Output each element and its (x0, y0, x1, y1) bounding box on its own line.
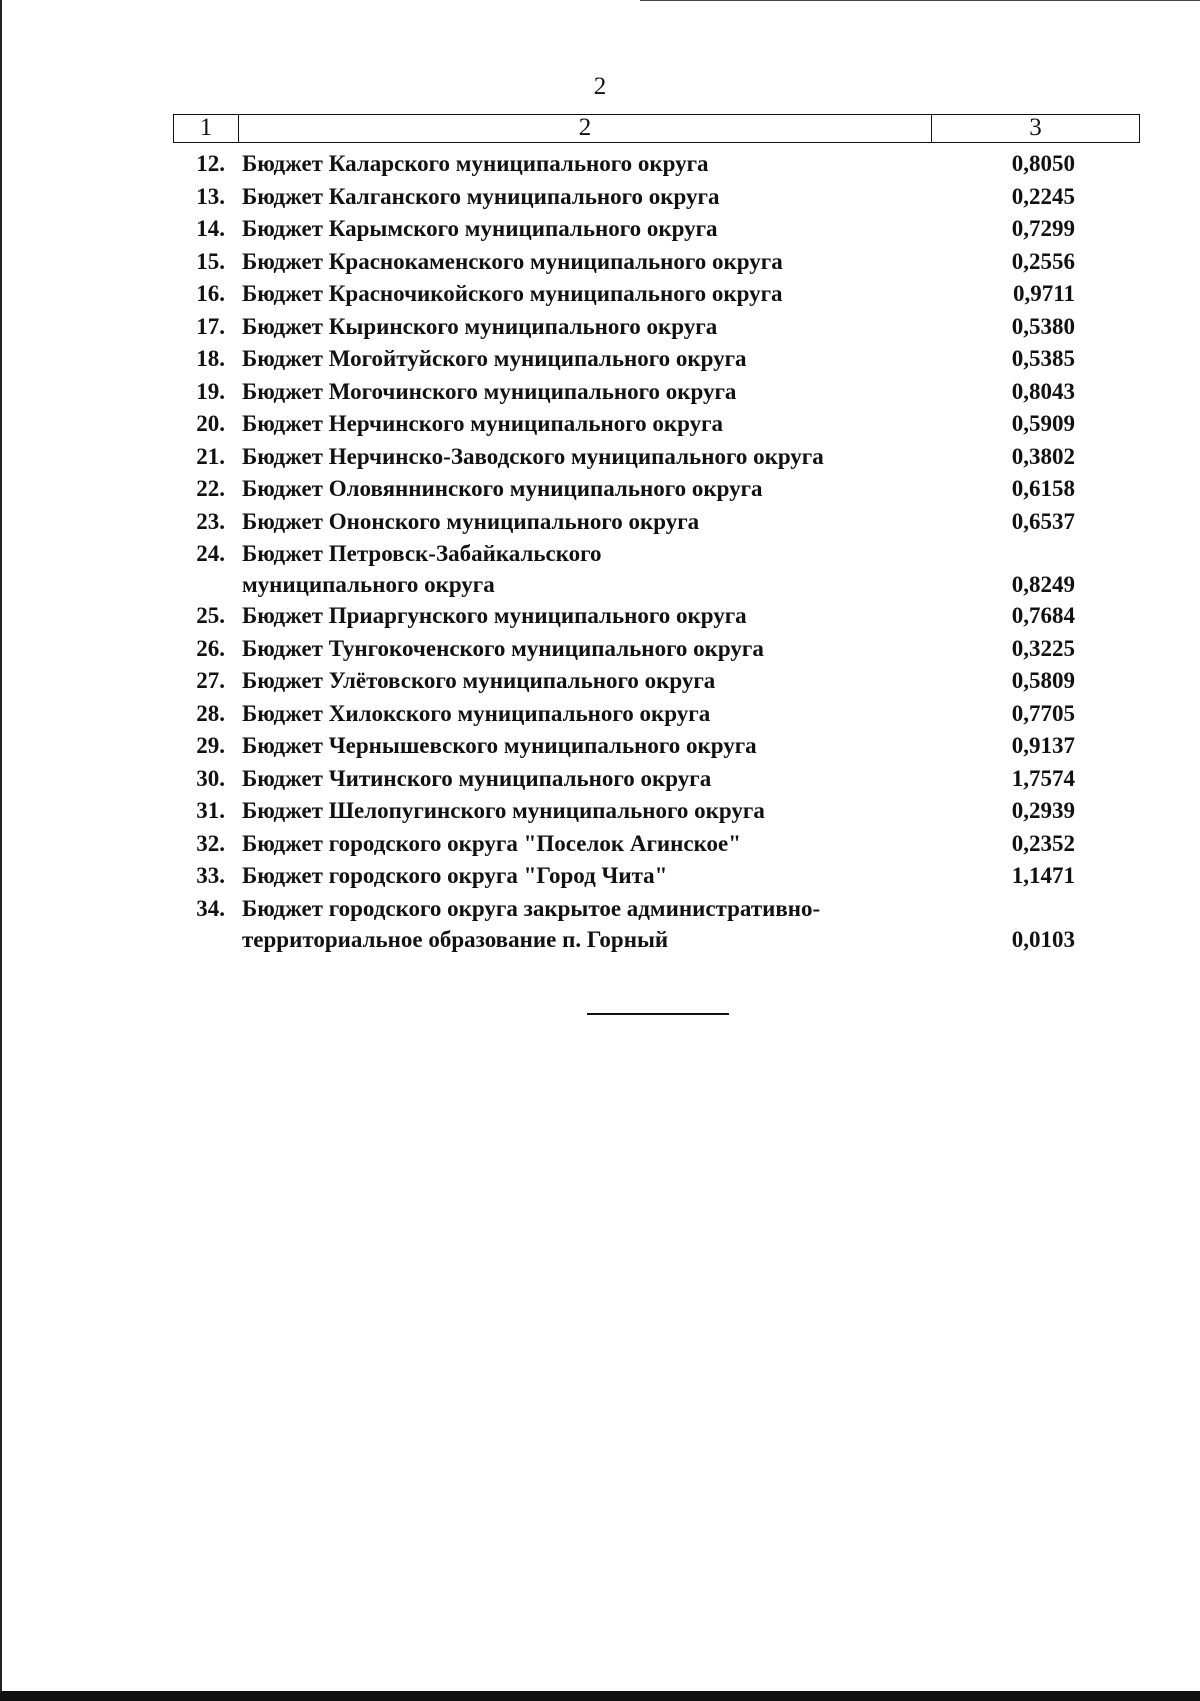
scan-bottom-edge (0, 1691, 1200, 1701)
row-budget-name (225, 698, 950, 731)
table-row (173, 278, 1140, 311)
row-budget-name (225, 408, 950, 441)
row-budget-name-line: Бюджет Нерчинского муниципального округа (242, 411, 724, 436)
table-row (173, 600, 1140, 633)
row-coefficient: 0,7299 (1011, 216, 1075, 241)
row-budget-name (225, 763, 950, 796)
table-row (173, 665, 1140, 698)
row-budget-name (225, 376, 950, 409)
row-budget-name-line: Бюджет Улётовского муниципального округа (242, 668, 716, 693)
end-divider (587, 1013, 729, 1015)
row-coefficient: 0,7705 (1011, 700, 1075, 726)
row-budget-name (225, 506, 950, 539)
row-budget-name (225, 600, 950, 633)
table-row (173, 441, 1140, 474)
row-budget-name (225, 311, 950, 344)
row-number: 21. (196, 443, 225, 469)
row-budget-name-line: Бюджет Красночикойского муниципального округа (242, 281, 783, 306)
row-budget-name-line: Бюджет Нерчинско-Заводского муниципального округа (242, 443, 824, 469)
row-number: 28. (196, 700, 225, 726)
row-coefficient: 0,2939 (1011, 798, 1075, 823)
scan-top-edge (640, 0, 1200, 1)
row-coefficient: 0,5809 (1011, 668, 1075, 693)
row-budget-name-line: Бюджет Приаргунского муниципального округа (242, 603, 747, 628)
table-row (173, 473, 1140, 506)
header-cell-number: 1 (174, 115, 239, 142)
row-coefficient: 0,2352 (1011, 830, 1075, 856)
header-cell-name: 2 (239, 115, 932, 142)
table-row (173, 213, 1140, 246)
row-budget-name (225, 633, 950, 666)
table-row (173, 633, 1140, 666)
header-cell-value: 3 (1029, 114, 1042, 141)
row-budget-name (225, 213, 950, 246)
row-coefficient: 0,6158 (1011, 476, 1075, 501)
row-number: 31. (196, 798, 225, 823)
row-number: 17. (196, 313, 225, 339)
row-budget-name-line: Бюджет Чернышевского муниципального округа (242, 733, 757, 758)
row-budget-name (225, 730, 950, 763)
row-coefficient: 0,3225 (1011, 635, 1075, 661)
scan-left-edge (0, 0, 2, 1701)
row-coefficient: 0,5385 (1011, 346, 1075, 371)
row-number: 23. (196, 508, 225, 534)
row-coefficient: 0,7684 (1011, 603, 1075, 628)
row-coefficient: 0,8043 (1011, 378, 1075, 404)
row-budget-name-line: Бюджет Могочинского муниципального округа (242, 378, 737, 404)
row-number: 30. (196, 765, 225, 791)
row-budget-name-line: Бюджет Ононского муниципального округа (242, 508, 700, 534)
row-budget-name (225, 278, 950, 311)
row-coefficient: 0,6537 (1011, 508, 1075, 534)
table-row (173, 893, 1140, 955)
row-number: 22. (196, 476, 225, 501)
row-number: 34. (196, 895, 225, 921)
row-budget-name-line: Бюджет Петровск-Забайкальского (242, 541, 602, 566)
table-row (173, 795, 1140, 828)
row-coefficient: 0,9711 (1013, 281, 1075, 306)
row-number: 12. (196, 151, 225, 176)
row-budget-name-line: Бюджет Оловяннинского муниципального округа (242, 476, 763, 501)
row-budget-name (225, 343, 950, 376)
table-row (173, 246, 1140, 279)
table-header-row (173, 114, 1140, 143)
table-row (173, 376, 1140, 409)
row-budget-name (225, 828, 950, 861)
table-body (173, 148, 1140, 955)
row-number: 16. (196, 281, 225, 306)
row-budget-name (225, 181, 950, 214)
row-budget-name-line: Бюджет Читинского муниципального округа (242, 765, 712, 791)
table-row (173, 730, 1140, 763)
row-number: 14. (196, 216, 225, 241)
row-coefficient: 0,3802 (1011, 443, 1075, 469)
table-row (173, 506, 1140, 539)
row-budget-name (225, 860, 950, 893)
row-number: 26. (196, 635, 225, 661)
row-number: 32. (196, 830, 225, 856)
row-budget-name-line: муниципального округа (242, 572, 495, 597)
row-number: 15. (196, 248, 225, 274)
row-budget-name-line: Бюджет Калганского муниципального округа (242, 183, 720, 209)
row-coefficient: 0,2245 (1011, 183, 1075, 209)
row-budget-name (225, 246, 950, 279)
row-budget-name-line: Бюджет городского округа "Город Чита" (242, 863, 668, 888)
row-number: 27. (196, 668, 225, 693)
row-coefficient: 0,5909 (1011, 411, 1075, 436)
row-number: 29. (196, 733, 225, 758)
table-row (173, 698, 1140, 731)
table-row (173, 860, 1140, 893)
row-coefficient: 0,5380 (1011, 313, 1075, 339)
row-budget-name-line: Бюджет Каларского муниципального округа (242, 151, 709, 176)
table-row (173, 148, 1140, 181)
row-budget-name-line: Бюджет Тунгокоченского муниципального округа (242, 635, 764, 661)
row-budget-name-line: Бюджет Хилокского муниципального округа (242, 700, 711, 726)
row-coefficient: 0,8050 (1011, 151, 1075, 176)
row-budget-name-line: Бюджет городского округа закрытое административно- (242, 895, 821, 921)
table-row (173, 343, 1140, 376)
row-number: 24. (196, 541, 225, 566)
row-coefficient: 0,0103 (1011, 926, 1075, 952)
row-budget-name (225, 538, 950, 600)
row-coefficient: 0,9137 (1011, 733, 1075, 758)
row-budget-name (225, 148, 950, 181)
row-budget-name-line: Бюджет Могойтуйского муниципального округа (242, 346, 747, 371)
table-row (173, 828, 1140, 861)
row-coefficient: 1,1471 (1011, 863, 1075, 888)
table-row (173, 311, 1140, 344)
row-budget-name-line: Бюджет городского округа "Поселок Агинское" (242, 830, 742, 856)
row-number: 18. (196, 346, 225, 371)
row-coefficient: 1,7574 (1011, 765, 1075, 791)
row-coefficient: 0,8249 (1011, 572, 1075, 597)
row-number: 25. (196, 603, 225, 628)
row-coefficient: 0,2556 (1011, 248, 1075, 274)
row-number: 13. (196, 183, 225, 209)
table-row (173, 408, 1140, 441)
row-budget-name-line: Бюджет Кыринского муниципального округа (242, 313, 718, 339)
row-budget-name (225, 665, 950, 698)
row-budget-name (225, 795, 950, 828)
table-row (173, 763, 1140, 796)
row-budget-name (225, 473, 950, 506)
row-budget-name-line: Бюджет Краснокаменского муниципального округа (242, 248, 783, 274)
row-budget-name (225, 893, 950, 955)
row-budget-name (225, 441, 950, 474)
table-row (173, 181, 1140, 214)
row-budget-name-line: территориальное образование п. Горный (242, 926, 669, 952)
page-number: 2 (593, 73, 607, 100)
row-number: 33. (196, 863, 225, 888)
table-row (173, 538, 1140, 600)
row-number: 19. (196, 378, 225, 404)
row-budget-name-line: Бюджет Шелопугинского муниципального округа (242, 798, 765, 823)
row-number: 20. (196, 411, 225, 436)
row-budget-name-line: Бюджет Карымского муниципального округа (242, 216, 718, 241)
